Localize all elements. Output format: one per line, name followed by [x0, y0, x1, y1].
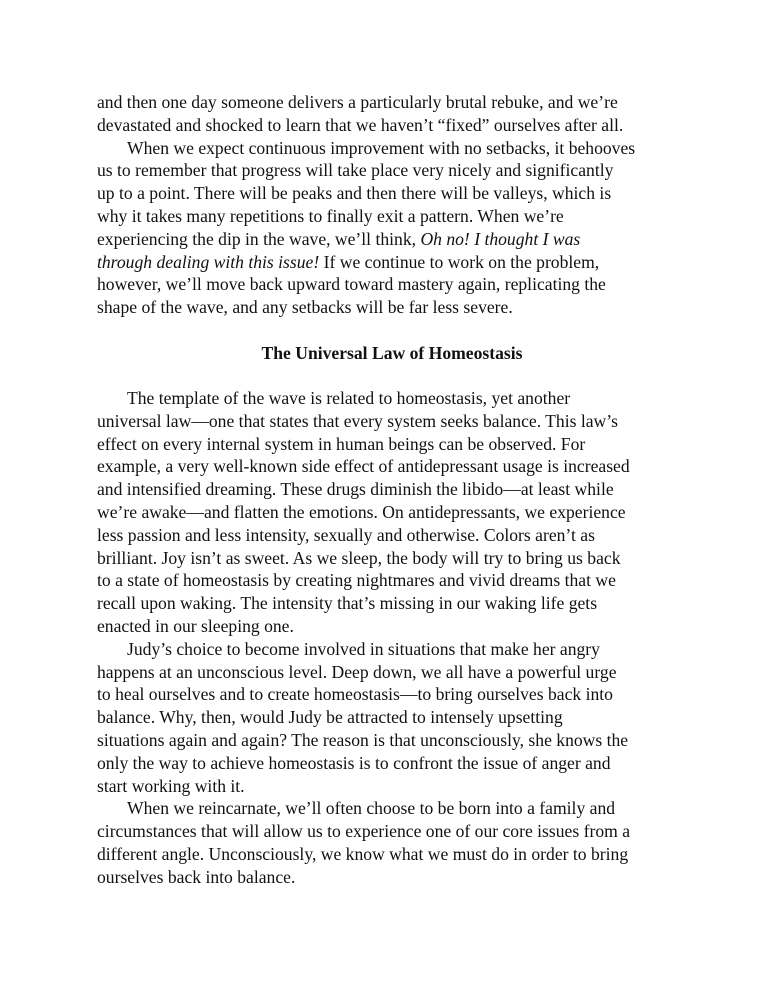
italic-thought: Oh no! I thought I was — [420, 228, 581, 249]
text-line: ourselves back into balance. — [97, 866, 296, 887]
text-line: devastated and shocked to learn that we haven’t “fixed” ourselves after all. — [97, 114, 624, 135]
paragraph-homeostasis — [97, 387, 687, 638]
text-line: When we expect continuous improvement with no setbacks, it behooves — [127, 137, 636, 158]
text-line: situations again and again? The reason is that unconsciously, she knows the — [97, 729, 629, 750]
text-line: to heal ourselves and to create homeostasis—to bring ourselves back into — [97, 684, 613, 705]
section-heading: The Universal Law of Homeostasis — [261, 342, 523, 363]
text-fragment: If we continue to work on the problem, — [319, 251, 600, 272]
text-line: Judy’s choice to become involved in situations that make her angry — [127, 638, 600, 659]
text-line: why it takes many repetitions to finally exit a pattern. When we’re — [97, 205, 564, 226]
text-line: less passion and less intensity, sexually and otherwise. Colors aren’t as — [97, 524, 595, 545]
text-line: brilliant. Joy isn’t as sweet. As we sleep, the body will try to bring us back — [97, 547, 621, 568]
text-line: balance. Why, then, would Judy be attracted to intensely upsetting — [97, 707, 563, 728]
text-line: effect on every internal system in human beings can be observed. For — [97, 433, 586, 454]
spacer — [97, 319, 687, 342]
italic-thought: through dealing with this issue! — [97, 251, 320, 272]
text-line: circumstances that will allow us to experience one of our core issues from a — [97, 821, 631, 842]
text-line: us to remember that progress will take place very nicely and significantly — [97, 160, 614, 181]
text-line: and then one day someone delivers a particularly brutal rebuke, and we’re — [97, 92, 618, 112]
text-line — [97, 251, 687, 274]
text-line: and intensified dreaming. These drugs diminish the libido—at least while — [97, 479, 614, 500]
text-line: enacted in our sleeping one. — [97, 615, 294, 636]
book-page — [97, 91, 687, 888]
text-line: example, a very well-known side effect of antidepressant usage is increased — [97, 456, 630, 477]
text-line: up to a point. There will be peaks and then there will be valleys, which is — [97, 183, 612, 204]
text-line: happens at an unconscious level. Deep down, we all have a powerful urge — [97, 661, 617, 682]
text-fragment: experiencing the dip in the wave, we’ll think, — [97, 228, 421, 249]
paragraph-judy — [97, 638, 687, 798]
text-line: we’re awake—and flatten the emotions. On antidepressants, we experience — [97, 501, 626, 522]
text-line: When we reincarnate, we’ll often choose to be born into a family and — [127, 798, 616, 819]
paragraph-reincarnate — [97, 797, 687, 888]
text-line: to a state of homeostasis by creating nightmares and vivid dreams that we — [97, 570, 616, 591]
text-line: different angle. Unconsciously, we know what we must do in order to bring — [97, 843, 629, 864]
text-line: shape of the wave, and any setbacks will be far less severe. — [97, 297, 513, 318]
text-line: universal law—one that states that every system seeks balance. This law’s — [97, 410, 618, 431]
text-line — [97, 228, 687, 251]
paragraph-continuation — [97, 91, 687, 137]
text-line: The template of the wave is related to homeostasis, yet another — [127, 387, 571, 408]
text-line: start working with it. — [97, 775, 245, 796]
paragraph-continuous-improvement — [97, 137, 687, 319]
text-line: however, we’ll move back upward toward mastery again, replicating the — [97, 274, 606, 295]
spacer — [97, 364, 687, 387]
text-line: only the way to achieve homeostasis is to confront the issue of anger and — [97, 752, 611, 773]
text-line: recall upon waking. The intensity that’s missing in our waking life gets — [97, 593, 598, 614]
